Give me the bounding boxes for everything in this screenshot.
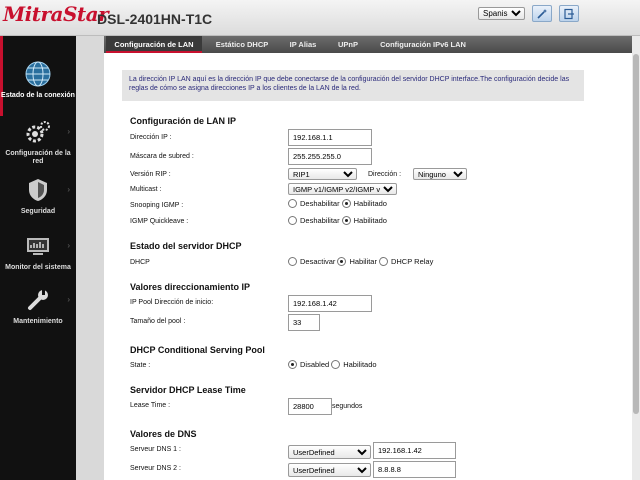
tab-bar [104,36,632,53]
chevron-right-icon: › [67,295,70,304]
dns1-input[interactable] [373,442,456,459]
header-bar [0,0,640,36]
igmp-snooping-disable-radio[interactable] [288,199,297,208]
ip-address-label: Dirección IP : [130,134,172,141]
rip-direction-select[interactable] [413,168,467,180]
tab-static-dhcp[interactable]: Estático DHCP [215,40,269,49]
radio-label: DHCP Relay [390,257,434,266]
dns2-label: Serveur DNS 2 : [130,465,181,472]
dhcp-label: DHCP [130,259,150,266]
dhcp-mode-options [288,257,435,266]
igmp-snooping-enable-radio[interactable] [342,199,351,208]
radio-label: Habilitado [353,199,387,208]
igmp-quickleave-label: IGMP Quickleave : [130,218,189,225]
tab-upnp[interactable]: UPnP [337,40,358,49]
sidebar-item-label: Monitor del sistema [5,264,71,271]
gears-icon [24,118,52,146]
radio-label: Desactivar [300,257,336,266]
language-select[interactable] [478,7,525,20]
sidebar-item-security[interactable] [0,176,76,216]
dns2-mode-select[interactable] [288,463,371,477]
radio-label: Deshabilitar [300,216,340,225]
pool-start-label: IP Pool Dirección de inicio: [130,299,214,306]
monitor-icon [24,232,52,260]
pool-size-label: Tamaño del pool : [130,318,186,325]
sidebar-item-label: Mantenimiento [13,318,63,325]
subnet-mask-label: Máscara de subred : [130,153,194,160]
lease-time-input[interactable] [288,398,332,415]
lease-time-unit: segundos [332,403,363,410]
dns1-mode-select[interactable] [288,445,371,459]
rip-version-select[interactable] [288,168,357,180]
wizard-button[interactable] [532,5,552,22]
sidebar-item-network-config[interactable] [0,118,76,166]
conditional-state-options [288,360,379,369]
conditional-disabled-radio[interactable] [288,360,297,369]
igmp-quickleave-enable-radio[interactable] [342,216,351,225]
logout-icon [563,8,575,20]
tab-lan-config[interactable]: Configuración de LAN [106,36,202,53]
tab-ipv6-lan[interactable]: Configuración IPv6 LAN [380,40,466,49]
igmp-snooping-options [288,199,389,208]
brand-logo: MitraStar [3,2,109,26]
sidebar-item-label: Configuración de la red [5,150,71,165]
sidebar-item-connection-status[interactable] [0,60,76,100]
radio-label: Habilitar [349,257,377,266]
radio-label: Habilitado [353,216,387,225]
section-title-dhcp-server: Estado del servidor DHCP [130,241,242,251]
radio-label: Habilitado [343,360,377,369]
multicast-label: Multicast : [130,186,162,193]
section-title-ip-pool: Valores direccionamiento IP [130,282,251,292]
device-model: DSL-2401HN-T1C [97,11,213,27]
section-title-conditional-pool: DHCP Conditional Serving Pool [130,345,265,355]
conditional-enabled-radio[interactable] [331,360,340,369]
chevron-right-icon: › [67,127,70,136]
tab-ip-alias[interactable]: IP Alias [289,40,317,49]
chevron-right-icon: › [67,185,70,194]
wand-icon [536,8,548,20]
radio-label: Deshabilitar [300,199,340,208]
sidebar-item-label: Estado de la conexión [1,92,75,99]
rip-direction-label: Dirección : [368,171,402,178]
igmp-quickleave-options [288,216,389,225]
section-title-lease-time: Servidor DHCP Lease Time [130,385,246,395]
igmp-snooping-label: Snooping IGMP : [130,202,184,209]
dns1-label: Serveur DNS 1 : [130,446,181,453]
dns2-input[interactable] [373,461,456,478]
pool-start-input[interactable] [288,295,372,312]
sidebar-item-maintenance[interactable] [0,286,76,326]
igmp-quickleave-disable-radio[interactable] [288,216,297,225]
chevron-right-icon: › [67,241,70,250]
section-title-lan-ip: Configuración de LAN IP [130,116,237,126]
dhcp-relay-radio[interactable] [379,257,388,266]
logout-button[interactable] [559,5,579,22]
pool-size-input[interactable] [288,314,320,331]
globe-icon [24,60,52,88]
main-content [104,53,632,480]
subnet-mask-input[interactable] [288,148,372,165]
shield-icon [24,176,52,204]
conditional-state-label: State : [130,362,151,369]
wrench-icon [24,286,52,314]
scrollbar-thumb[interactable] [633,54,639,414]
ip-address-input[interactable] [288,129,372,146]
info-banner: La dirección IP LAN aquí es la dirección IP que debe conectarse de la configuración del servidor DHCP interface.The configuración decide las reglas de cómo se asigna direcciones IP a los clientes de la LAN de la red. [122,70,584,101]
lease-time-label: Lease Time : [130,402,171,409]
section-title-dns: Valores de DNS [130,429,197,439]
radio-label: Disabled [300,360,330,369]
multicast-select[interactable] [288,183,397,195]
dhcp-disable-radio[interactable] [288,257,297,266]
rip-version-label: Versión RIP : [130,171,171,178]
dhcp-enable-radio[interactable] [337,257,346,266]
sidebar-item-system-monitor[interactable] [0,232,76,272]
sidebar-item-label: Seguridad [20,208,56,215]
